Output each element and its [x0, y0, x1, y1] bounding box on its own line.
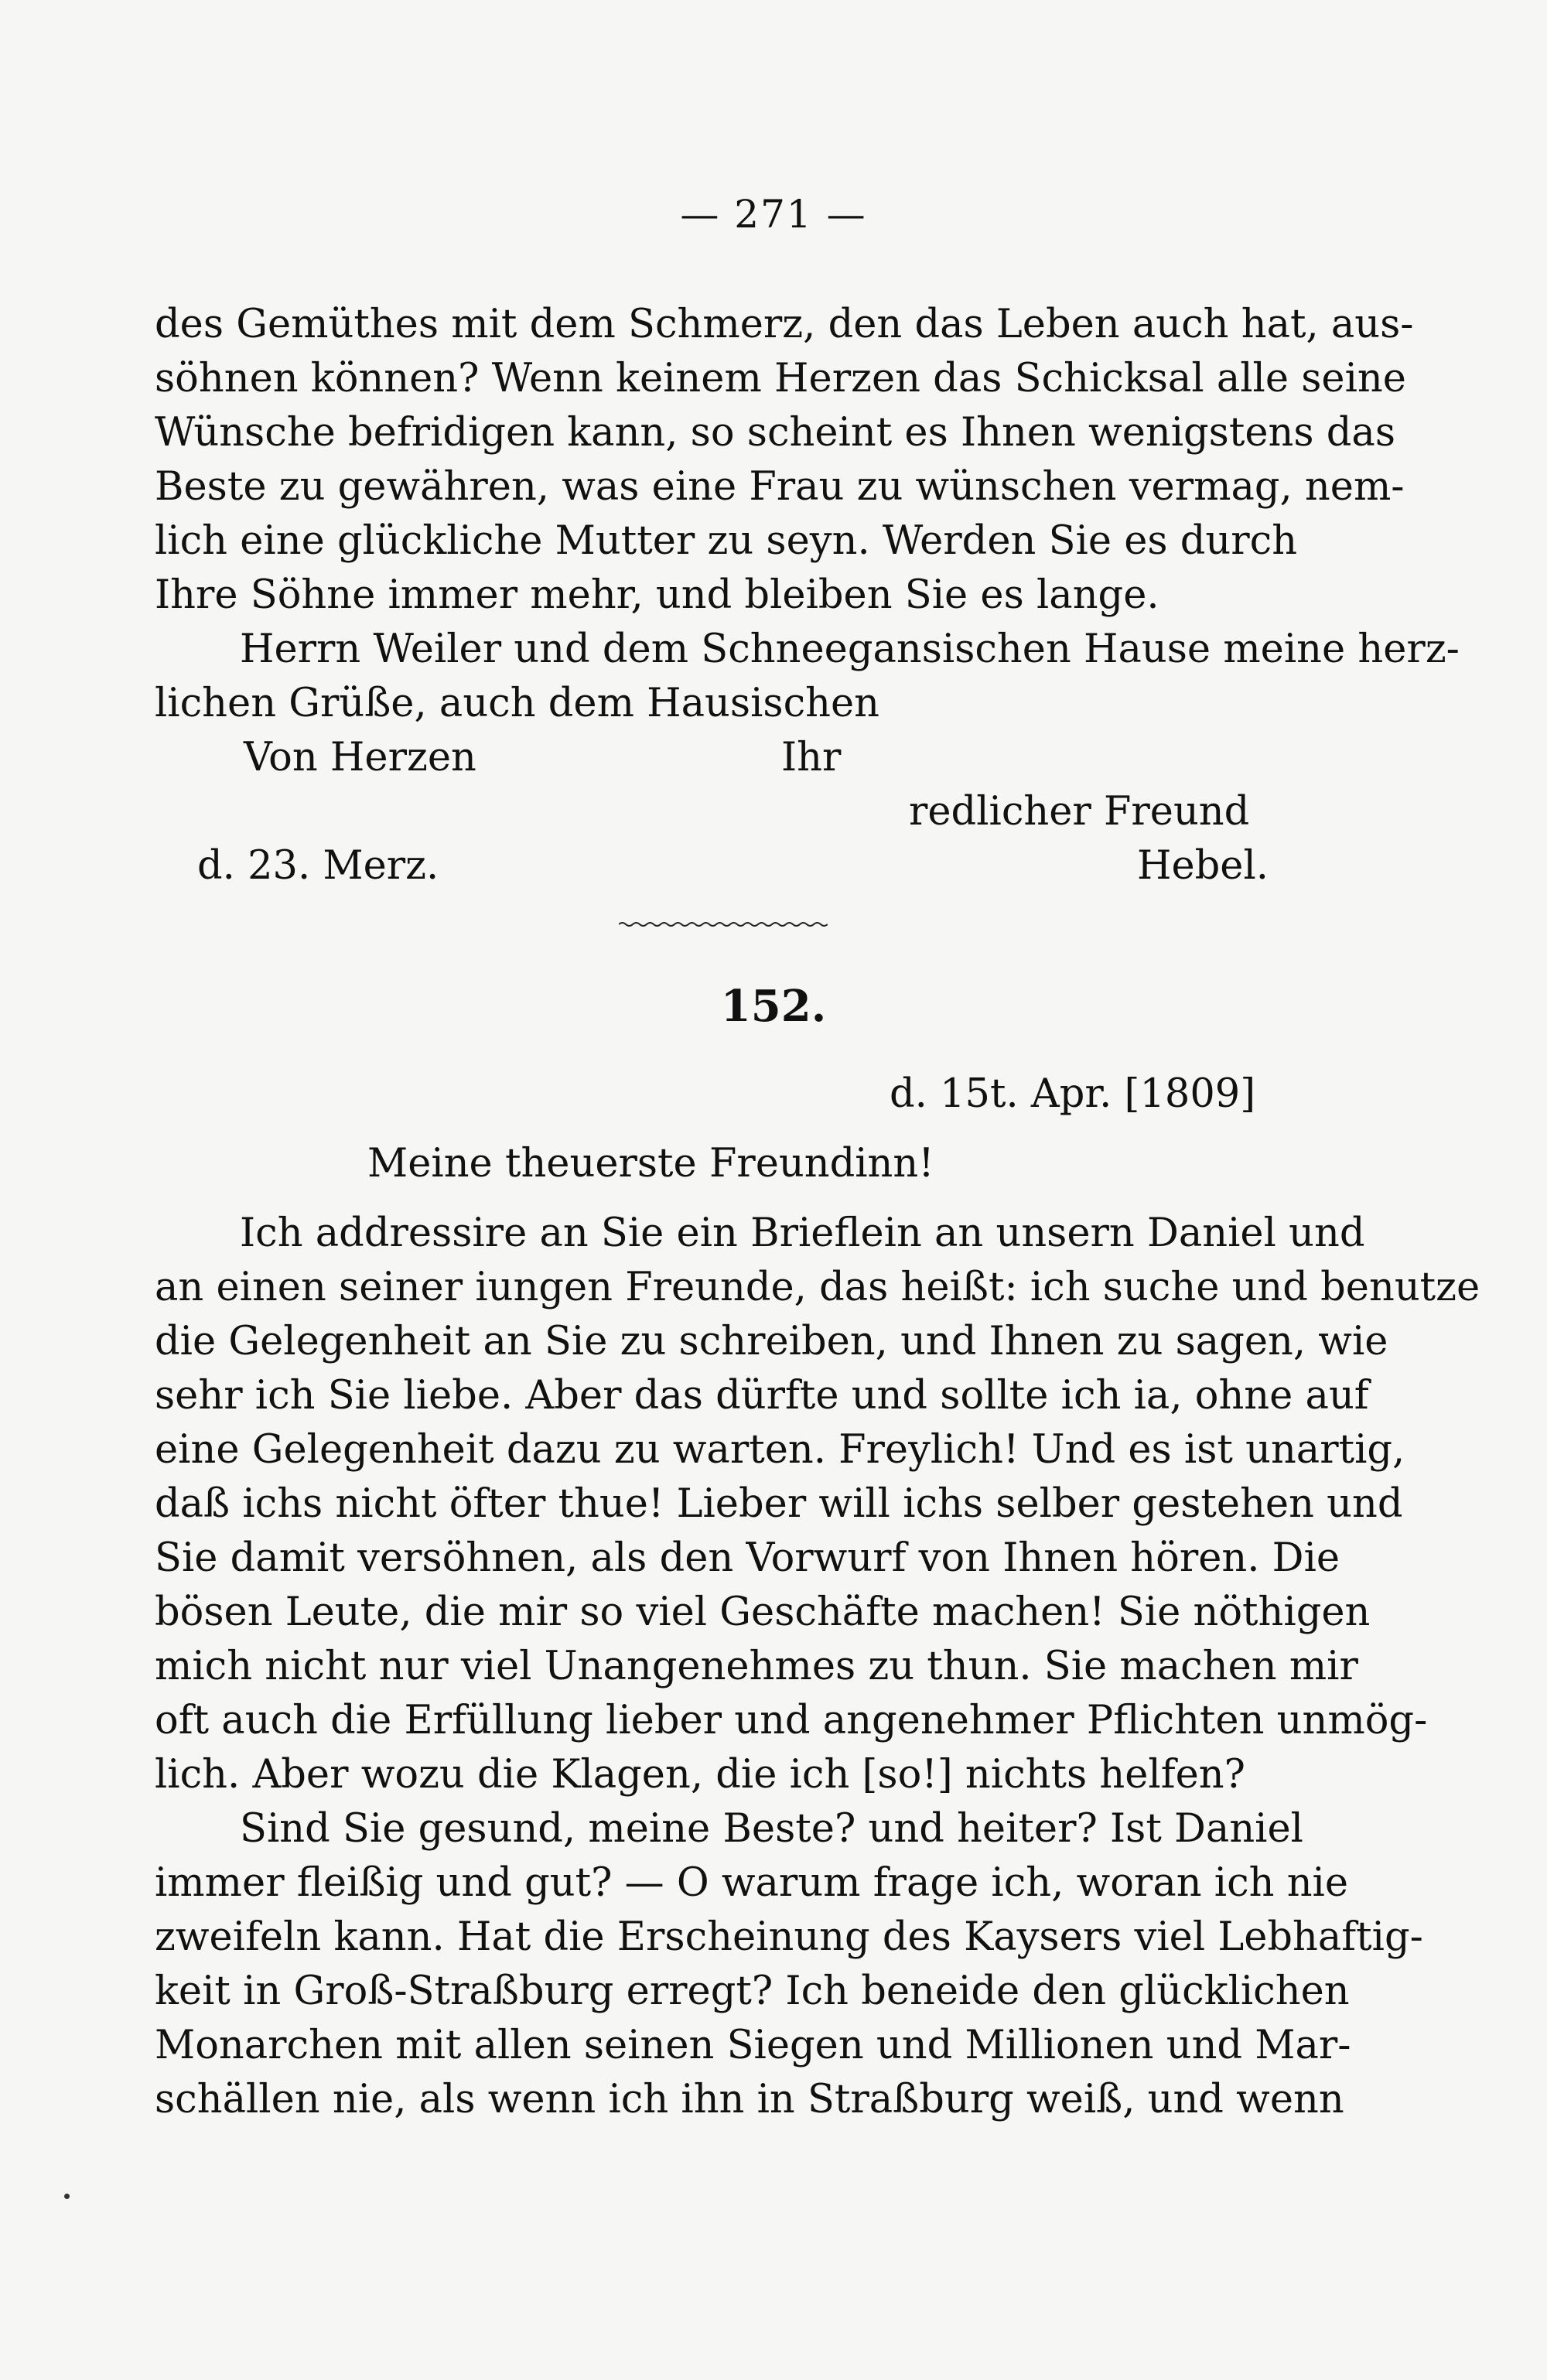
- text-line: Ihre Söhne immer mehr, und bleiben Sie es lange.: [155, 572, 1159, 618]
- text-line: des Gemüthes mit dem Schmerz, den das Leben auch hat, aus-: [155, 302, 1414, 347]
- text-line: daß ichs nicht öfter thue! Lieber will ichs selber gestehen und: [155, 1481, 1403, 1527]
- text-line: lich. Aber wozu die Klagen, die ich [so!] nichts helfen?: [155, 1752, 1245, 1798]
- salutation: Meine theuerste Freundinn!: [367, 1141, 934, 1187]
- text-line: Wünsche befridigen kann, so scheint es Ihnen wenigstens das: [155, 410, 1395, 456]
- closing-ihr: Ihr: [781, 735, 842, 780]
- text-line: immer fleißig und gut? — O warum frage ich, woran ich nie: [155, 1860, 1349, 1906]
- letter-date: d. 23. Merz.: [197, 843, 439, 889]
- text-line: lich eine glückliche Mutter zu seyn. Werden Sie es durch: [155, 518, 1298, 564]
- text-line: schällen nie, als wenn ich ihn in Straßburg weiß, und wenn: [155, 2077, 1344, 2122]
- text-line: Sind Sie gesund, meine Beste? und heiter? Ist Daniel: [240, 1806, 1303, 1852]
- text-line: eine Gelegenheit dazu zu warten. Freylich! Und es ist unartig,: [155, 1427, 1405, 1473]
- text-line: lichen Grüße, auch dem Hausischen: [155, 681, 880, 726]
- text-line: Herrn Weiler und dem Schneegansischen Hause meine herz-: [240, 627, 1460, 672]
- text-line: söhnen können? Wenn keinem Herzen das Schicksal alle seine: [155, 356, 1406, 401]
- letter-number: 152.: [720, 981, 827, 1032]
- text-line: oft auch die Erfüllung lieber und angenehmer Pflichten unmög-: [155, 1698, 1428, 1743]
- closing-friend: redlicher Freund: [909, 789, 1250, 835]
- text-line: bösen Leute, die mir so viel Geschäfte machen! Sie nöthigen: [155, 1590, 1371, 1635]
- section-divider: [619, 920, 828, 928]
- text-line: Beste zu gewähren, was eine Frau zu wünschen vermag, nem-: [155, 464, 1405, 510]
- text-line: an einen seiner iungen Freunde, das heißt: ich suche und benutze: [155, 1265, 1480, 1310]
- text-line: die Gelegenheit an Sie zu schreiben, und Ihnen zu sagen, wie: [155, 1319, 1388, 1364]
- text-line: keit in Groß-Straßburg erregt? Ich beneide den glücklichen: [155, 1969, 1350, 2014]
- text-line: Sie damit versöhnen, als den Vorwurf von Ihnen hören. Die: [155, 1535, 1340, 1581]
- text-line: Ich addressire an Sie ein Brieflein an unsern Daniel und: [240, 1210, 1365, 1256]
- letter-date-heading: d. 15t. Apr. [1809]: [890, 1071, 1256, 1117]
- closing-phrase: Von Herzen: [244, 735, 476, 780]
- ink-speck: [64, 2194, 70, 2199]
- text-line: Monarchen mit allen seinen Siegen und Millionen und Mar-: [155, 2023, 1351, 2068]
- text-line: sehr ich Sie liebe. Aber das dürfte und sollte ich ia, ohne auf: [155, 1373, 1369, 1419]
- page-number: — 271 —: [680, 192, 867, 237]
- signature: Hebel.: [1137, 843, 1269, 889]
- text-line: zweifeln kann. Hat die Erscheinung des Kaysers viel Lebhaftig-: [155, 1914, 1423, 1960]
- text-line: mich nicht nur viel Unangenehmes zu thun. Sie machen mir: [155, 1644, 1358, 1689]
